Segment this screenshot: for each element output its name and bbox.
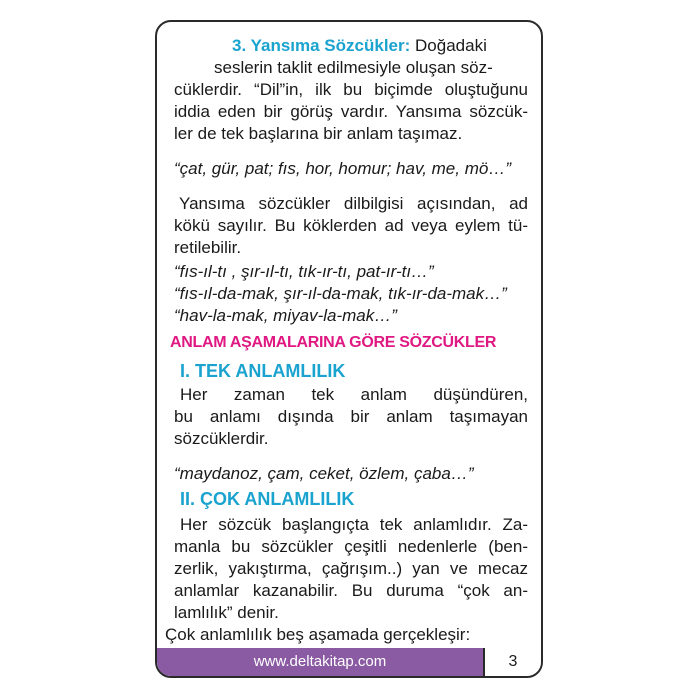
- tek-example: “maydanoz, çam, ceket, özlem, çaba…”: [174, 464, 474, 483]
- page-footer: [157, 648, 541, 676]
- section-3-example: “çat, gür, pat; fıs, hor, homur; hav, me, mö…”: [174, 159, 511, 178]
- tek-line-1: Her zaman tek anlam düşündüren,: [180, 385, 528, 404]
- tek-line-3: sözcüklerdir.: [174, 429, 269, 448]
- section-3-line-5: ler de tek başlarına bir anlam taşımaz.: [174, 124, 463, 143]
- tek-anlamlilik-heading: I. TEK ANLAMLILIK: [180, 361, 346, 381]
- cok-line-6: Çok anlamlılık beş aşamada gerçekleşir:: [165, 625, 471, 644]
- publisher-url[interactable]: www.deltakitap.com: [253, 653, 387, 670]
- cok-line-1: Her sözcük başlangıçta tek anlamlıdır. Za-: [180, 515, 528, 534]
- section-3-heading: 3. Yansıma Sözcükler:: [232, 36, 411, 55]
- section-3-para2-line-3: retilebilir.: [174, 238, 242, 257]
- section-3-line-2: seslerin taklit edilmesiyle oluşan söz-: [214, 58, 493, 77]
- section-3-para2-line-2: kökü sayılır. Bu köklerden ad veya eylem tü-: [174, 216, 528, 235]
- section-3-example2-2: “fıs-ıl-da-mak, şır-ıl-da-mak, tık-ır-da-mak…”: [174, 284, 507, 303]
- section-3-line-4: iddia eden bir görüş vardır. Yansıma sözcük-: [174, 102, 528, 121]
- page-number: 3: [483, 648, 541, 676]
- tek-line-2: bu anlamı dışında bir anlam taşımayan: [174, 407, 528, 426]
- cok-line-2: manla bu sözcükler çeşitli nedenlerle (ben-: [174, 537, 528, 556]
- section-3-example2-3: “hav-la-mak, miyav-la-mak…”: [174, 306, 397, 325]
- cok-line-5: lamlılık” denir.: [174, 603, 279, 622]
- cok-anlamlilik-heading: II. ÇOK ANLAMLILIK: [180, 489, 355, 509]
- section-3-first-line: [232, 35, 528, 57]
- section-3-line-1: Doğadaki: [415, 36, 487, 55]
- cok-line-4: anlamlar kazanabilir. Bu duruma “çok an-: [174, 581, 528, 600]
- section-3-example2-1: “fıs-ıl-tı , şır-ıl-tı, tık-ır-tı, pat-ır-tı…”: [174, 262, 434, 281]
- section-3-para2-line-1: Yansıma sözcükler dilbilgisi açısından, ad: [179, 194, 528, 213]
- main-heading: ANLAM AŞAMALARINA GÖRE SÖZCÜKLER: [170, 334, 497, 351]
- page-card: [155, 20, 543, 678]
- page-content: [157, 22, 541, 648]
- cok-line-3: zerlik, yakıştırma, çağrışım..) yan ve mecaz: [174, 559, 528, 578]
- section-3-line-3: cüklerdir. “Dil”in, ilk bu biçimde oluştuğunu: [174, 80, 528, 99]
